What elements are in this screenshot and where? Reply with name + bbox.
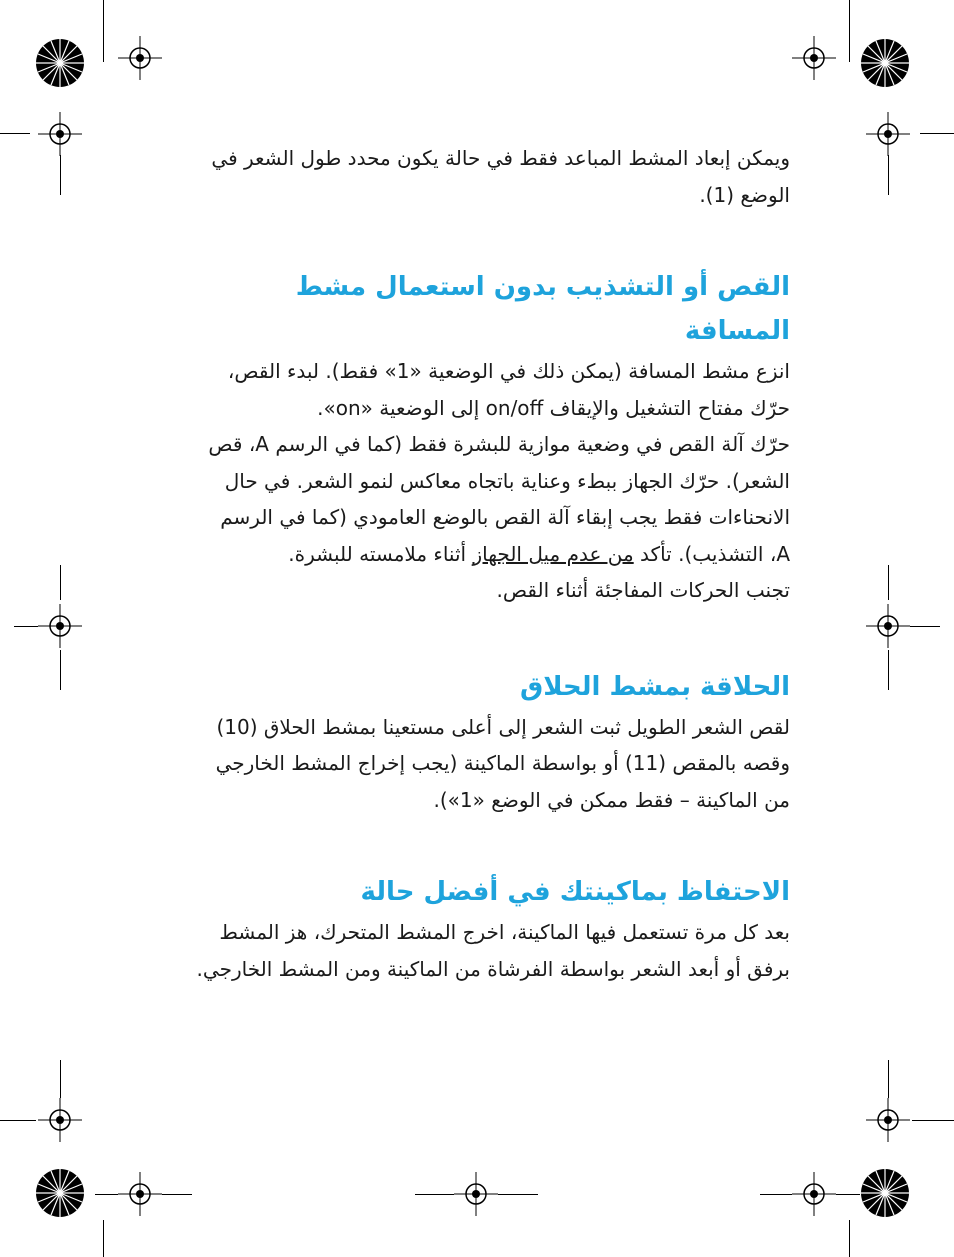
crop-line xyxy=(888,155,889,195)
crop-line xyxy=(0,1120,36,1121)
text-line: بعد كل مرة تستعمل فيها الماكينة، اخرج المشط المتحرك، هز المشط xyxy=(219,920,790,944)
crop-line xyxy=(920,133,954,134)
crosshair-icon xyxy=(792,1172,836,1216)
crop-line xyxy=(95,1194,118,1195)
crop-line xyxy=(760,1194,792,1195)
crop-line xyxy=(60,155,61,195)
crop-line xyxy=(888,650,889,690)
crop-line xyxy=(836,1194,860,1195)
text-line: الوضع (1). xyxy=(699,182,790,207)
crop-line xyxy=(60,1060,61,1098)
text-line: الشعر). حرّك الجهاز ببطء وعناية باتجاه معاكس لنمو الشعر. في حال xyxy=(224,468,790,493)
registration-rosette-icon xyxy=(35,1168,85,1218)
document-body xyxy=(195,140,790,987)
text-line: حرّك مفتاح التشغيل والإيقاف on/off إلى الوضعية «on». xyxy=(317,395,790,420)
crop-line xyxy=(60,650,61,690)
crop-line xyxy=(888,565,889,600)
section-heading-maintenance: الاحتفاظ بماكينتك في أفضل حالة xyxy=(360,877,790,907)
crosshair-icon xyxy=(454,1172,498,1216)
crop-line xyxy=(888,1060,889,1098)
crop-line xyxy=(849,1220,850,1257)
text-line: حرّك آلة القص في وضعية موازية للبشرة فقط (كما في الرسم A، قص xyxy=(208,432,790,456)
registration-rosette-icon xyxy=(860,1168,910,1218)
crosshair-icon xyxy=(118,36,162,80)
text-line: لقص الشعر الطويل ثبت الشعر إلى أعلى مستعينا بمشط الحلاق (10) xyxy=(216,714,790,739)
text-line: وقصه بالمقص (11) أو بواسطة الماكينة (يجب إخراج المشط الخارجي xyxy=(215,751,790,775)
cutting-paragraph xyxy=(195,353,790,609)
text-line: ويمكن إبعاد المشط المباعد فقط في حالة يكون محدد طول الشعر في xyxy=(211,146,790,170)
text-line: الانحناءات فقط يجب إبقاء آلة القص بالوضع العامودي (كما في الرسم xyxy=(220,505,790,529)
crosshair-icon xyxy=(866,1098,910,1142)
crosshair-icon xyxy=(118,1172,162,1216)
crop-line xyxy=(60,565,61,600)
text-segment: أثناء ملامسته للبشرة. xyxy=(288,541,473,566)
maintenance-paragraph xyxy=(195,914,790,987)
crop-line xyxy=(910,626,940,627)
crosshair-icon xyxy=(792,36,836,80)
section-heading-cutting: القص أو التشذيب بدون استعمال مشط المسافة xyxy=(295,272,790,346)
text-line: انزع مشط المسافة (يمكن ذلك في الوضعية «1» فقط). لبدء القص، xyxy=(227,359,790,383)
crop-line xyxy=(498,1194,538,1195)
crop-line xyxy=(162,1194,192,1195)
registration-rosette-icon xyxy=(860,38,910,88)
text-line xyxy=(195,536,790,573)
intro-paragraph xyxy=(195,140,790,213)
crop-line xyxy=(14,626,38,627)
crosshair-icon xyxy=(866,112,910,156)
crosshair-icon xyxy=(38,1098,82,1142)
text-line: برفق أو أبعد الشعر بواسطة الفرشاة من الماكينة ومن المشط الخارجي. xyxy=(196,956,790,981)
text-segment: A، التشذيب). تأكد xyxy=(633,541,790,566)
underlined-text: من عدم ميل الجهاز xyxy=(472,541,634,566)
crop-line xyxy=(0,133,30,134)
crosshair-icon xyxy=(866,604,910,648)
crop-line xyxy=(103,1220,104,1257)
section-heading-barber-comb: الحلاقة بمشط الحلاق xyxy=(520,671,790,702)
crop-line xyxy=(415,1194,454,1195)
crop-line xyxy=(912,1120,954,1121)
text-line: من الماكينة – فقط ممكن في الوضع «1»). xyxy=(433,787,790,812)
crop-line xyxy=(849,0,850,62)
registration-rosette-icon xyxy=(35,38,85,88)
crop-line xyxy=(103,0,104,62)
barber-comb-paragraph xyxy=(195,709,790,819)
crosshair-icon xyxy=(38,112,82,156)
text-line: تجنب الحركات المفاجئة أثناء القص. xyxy=(496,578,790,602)
crosshair-icon xyxy=(38,604,82,648)
